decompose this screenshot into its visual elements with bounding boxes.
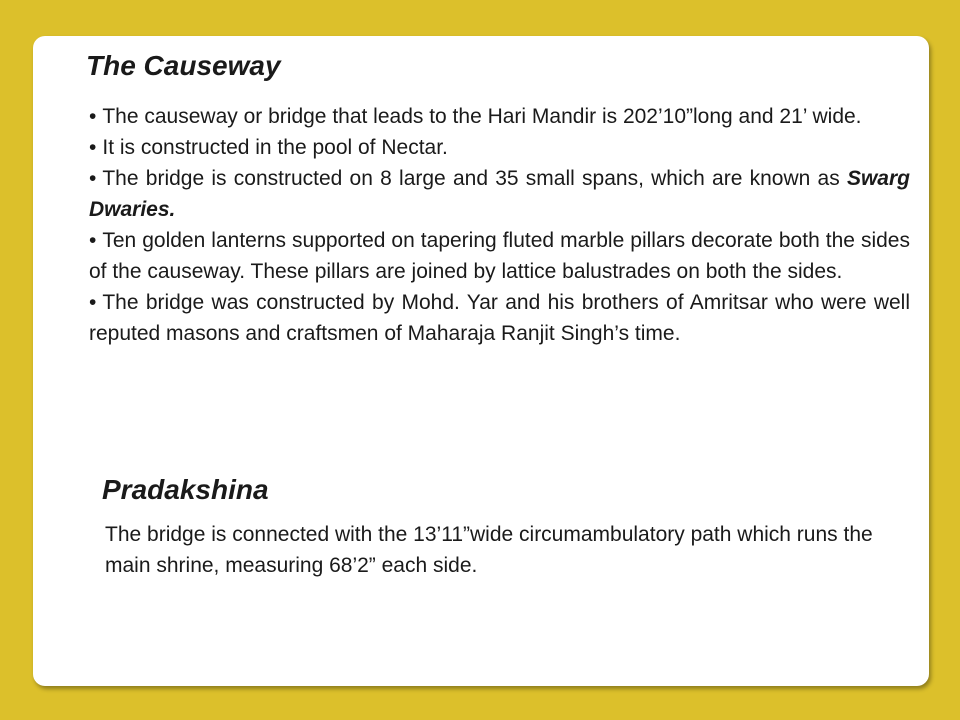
bullet-icon: • — [89, 105, 97, 128]
bullet-icon: • — [89, 291, 97, 314]
bullet-text: It is constructed in the pool of Nectar. — [102, 136, 448, 159]
pradakshina-paragraph: The bridge is connected with the 13’11”wide circumambulatory path which runs the main shrine, measuring 68’2” each side. — [105, 523, 873, 577]
bullet-text: Ten golden lanterns supported on tapering fluted marble pillars decorate both the sides of the causeway. These pillars are joined by lattice balustrades on both the sides. — [89, 229, 910, 283]
bullet-item — [89, 225, 910, 287]
bullet-text: The bridge was constructed by Mohd. Yar and his brothers of Amritsar who were well reputed masons and craftsmen of Maharaja Ranjit Singh’s time. — [89, 291, 910, 345]
pradakshina-heading: Pradakshina — [102, 474, 269, 505]
causeway-bullet-list — [89, 101, 910, 349]
swarg-dwaries-emphasis: Swarg Dwaries. — [89, 167, 910, 221]
bullet-item — [89, 163, 910, 225]
bullet-icon: • — [89, 167, 97, 190]
bullet-item — [89, 287, 910, 349]
causeway-heading: The Causeway — [86, 50, 281, 81]
bullet-text: The bridge is constructed on 8 large and 35 small spans, which are known as — [102, 167, 847, 190]
bullet-text: The causeway or bridge that leads to the Hari Mandir is 202’10”long and 21’ wide. — [102, 105, 862, 128]
bullet-item — [89, 132, 910, 163]
bullet-icon: • — [89, 136, 97, 159]
bullet-item — [89, 101, 910, 132]
bullet-icon: • — [89, 229, 97, 252]
